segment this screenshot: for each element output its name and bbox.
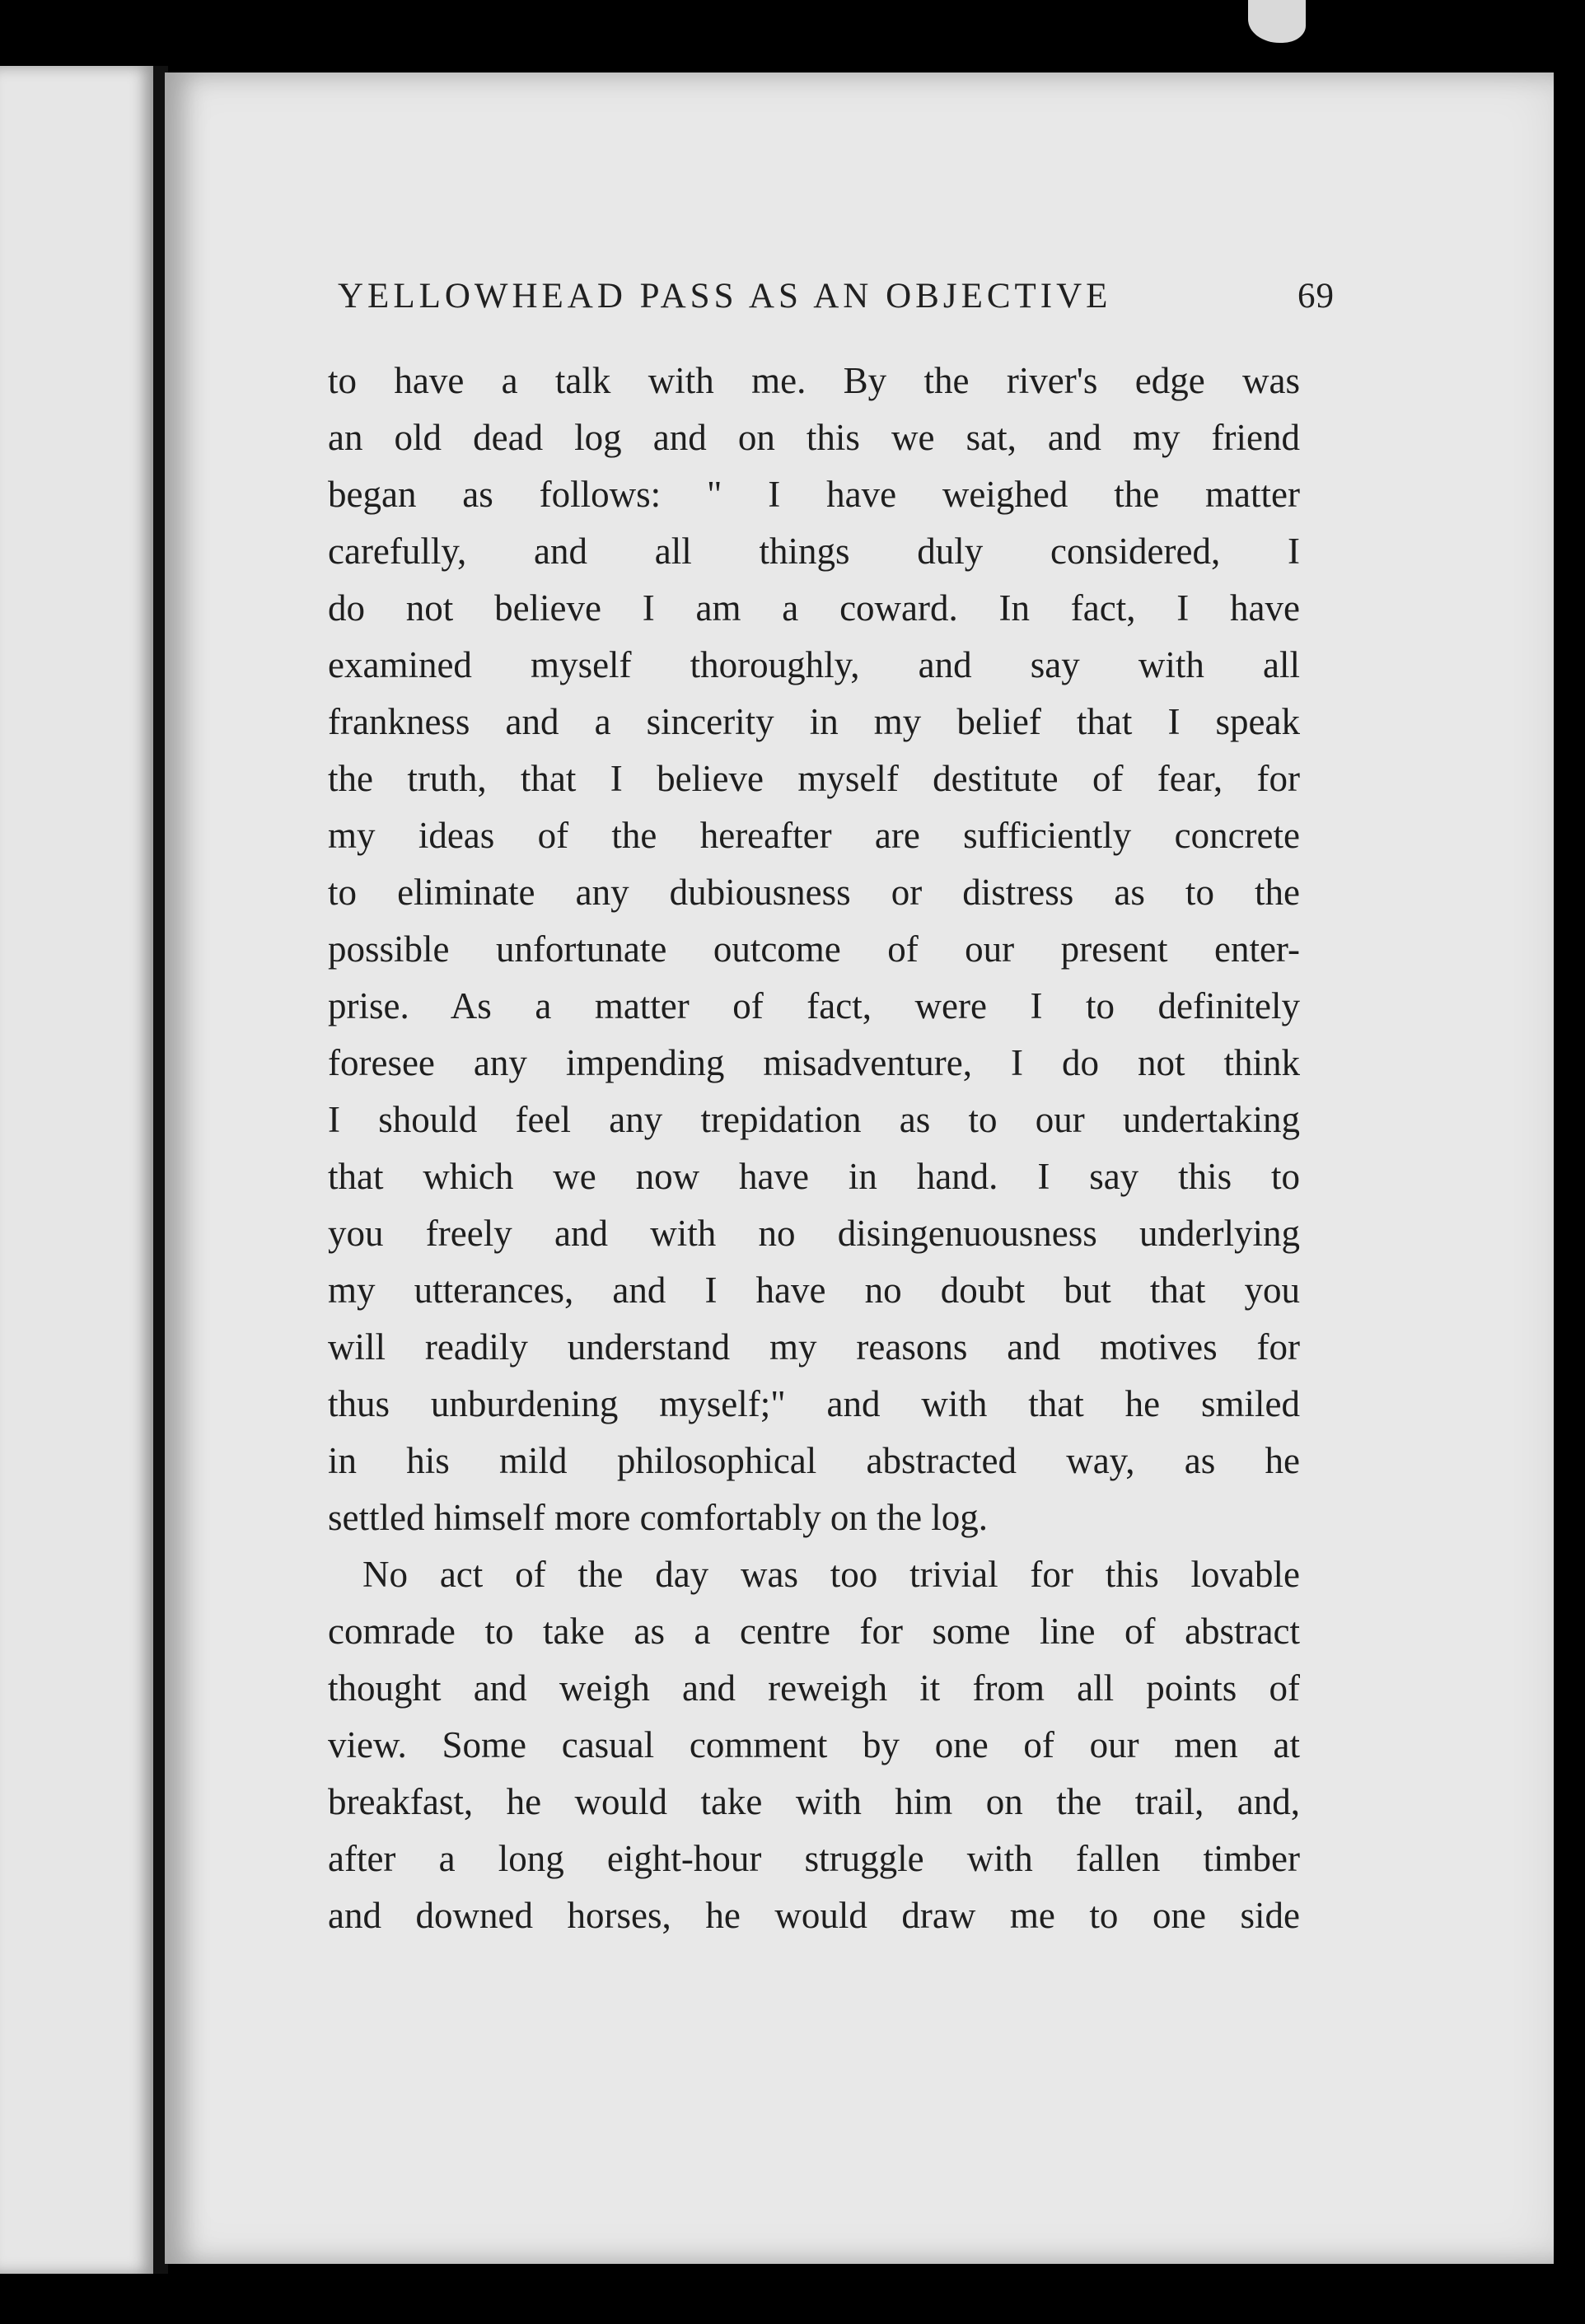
left-page-edge bbox=[0, 66, 157, 2274]
text-line: to eliminate any dubiousness or distress as to the bbox=[328, 872, 1300, 913]
text-line: that which we now have in hand. I say this to bbox=[328, 1156, 1300, 1197]
body-text bbox=[328, 353, 1300, 1944]
text-line: an old dead log and on this we sat, and my friend bbox=[328, 417, 1300, 458]
text-line: settled himself more comfortably on the log. bbox=[328, 1497, 989, 1538]
text-line: possible unfortunate outcome of our present enter- bbox=[328, 928, 1300, 970]
running-title: YELLOWHEAD PASS AS AN OBJECTIVE bbox=[338, 277, 1112, 316]
text-line: to have a talk with me. By the river's edge was bbox=[328, 360, 1300, 401]
text-line: my utterances, and I have no doubt but that you bbox=[328, 1270, 1300, 1311]
text-line: thus unburdening myself;" and with that he smiled bbox=[328, 1383, 1300, 1424]
text-line: breakfast, he would take with him on the trail, and, bbox=[328, 1781, 1300, 1822]
text-line: began as follows: " I have weighed the matter bbox=[328, 474, 1300, 515]
text-line: you freely and with no disingenuousness underlying bbox=[328, 1213, 1300, 1254]
text-line: and downed horses, he would draw me to one side bbox=[328, 1895, 1300, 1936]
scan-artifact bbox=[1248, 0, 1306, 43]
text-line: prise. As a matter of fact, were I to definitely bbox=[328, 985, 1300, 1026]
text-line: foresee any impending misadventure, I do not think bbox=[328, 1042, 1300, 1083]
text-line: after a long eight-hour struggle with fallen timber bbox=[328, 1838, 1300, 1879]
text-line: do not believe I am a coward. In fact, I have bbox=[328, 587, 1300, 629]
text-line: frankness and a sincerity in my belief that I speak bbox=[328, 701, 1300, 742]
text-line: comrade to take as a centre for some line of abstract bbox=[328, 1611, 1300, 1652]
paragraph bbox=[328, 353, 1300, 1546]
page-number: 69 bbox=[1297, 277, 1335, 316]
text-line: carefully, and all things duly considered, I bbox=[328, 531, 1300, 572]
paragraph bbox=[328, 1546, 1300, 1944]
text-line: in his mild philosophical abstracted way, as he bbox=[328, 1440, 1300, 1481]
text-line: No act of the day was too trivial for this lovable bbox=[362, 1554, 1300, 1595]
text-line: the truth, that I believe myself destitute of fear, for bbox=[328, 758, 1300, 799]
text-line: thought and weigh and reweigh it from all points of bbox=[328, 1667, 1300, 1709]
running-header bbox=[338, 276, 1335, 316]
text-line: will readily understand my reasons and motives for bbox=[328, 1326, 1300, 1368]
text-line: view. Some casual comment by one of our men at bbox=[328, 1724, 1300, 1765]
text-line: my ideas of the hereafter are sufficiently concrete bbox=[328, 815, 1300, 856]
text-line: examined myself thoroughly, and say with all bbox=[328, 644, 1300, 685]
text-line: I should feel any trepidation as to our undertaking bbox=[328, 1099, 1300, 1140]
